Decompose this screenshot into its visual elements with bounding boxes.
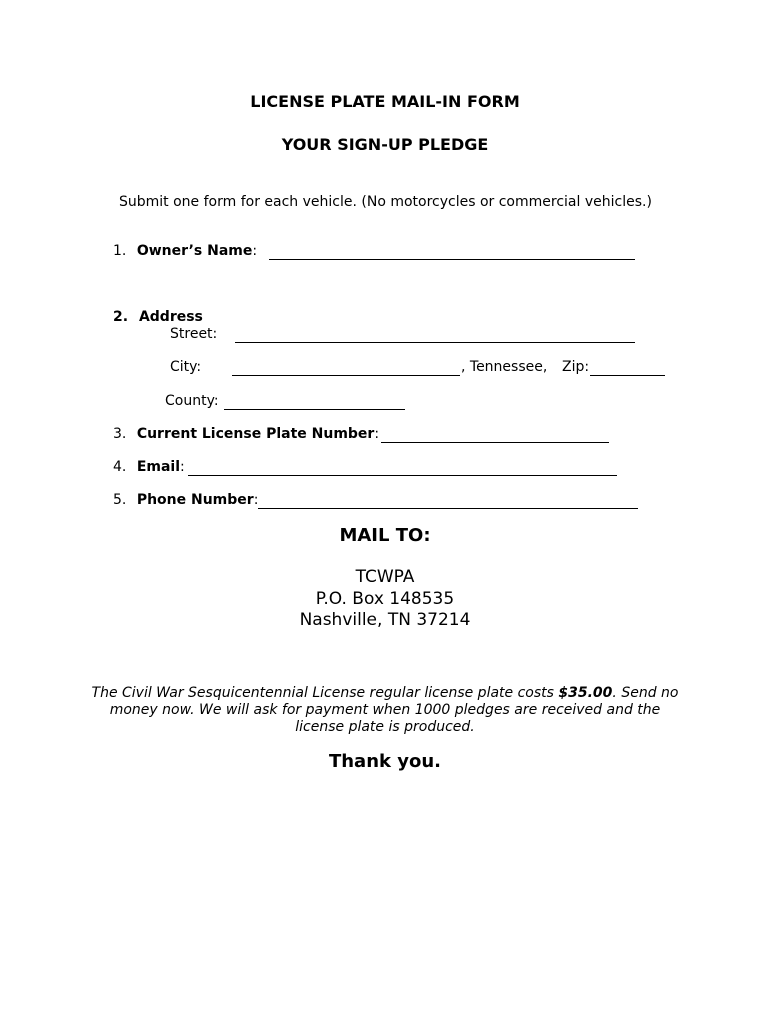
city-field[interactable] [232, 363, 460, 376]
colon: : [253, 492, 259, 508]
field-number: 2. [113, 309, 129, 325]
street-label: Street: [170, 326, 218, 342]
mail-to-name: TCWPA [355, 567, 415, 587]
colon: : [252, 243, 258, 259]
phone-row [113, 492, 258, 508]
mail-to-box: P.O. Box 148535 [315, 589, 455, 609]
zip-label: Zip: [562, 359, 590, 375]
form-subtitle: YOUR SIGN-UP PLEDGE [281, 135, 489, 154]
phone-label: Phone Number [136, 492, 254, 508]
address-label: Address [138, 309, 203, 325]
mail-to-city: Nashville, TN 37214 [299, 610, 471, 630]
address-heading [113, 309, 203, 325]
zip-field[interactable] [590, 363, 665, 376]
price-note-line1 [0, 685, 770, 702]
county-label: County: [165, 393, 219, 409]
instruction-text: Submit one form for each vehicle. (No motorcycles or commercial vehicles.) [119, 194, 652, 210]
owner-name-field[interactable] [269, 247, 635, 260]
plate-field[interactable] [381, 430, 609, 443]
colon: : [180, 459, 185, 475]
closing-text: Thank you. [328, 751, 442, 772]
note-text: The Civil War Sesquicentennial License regular license plate costs [91, 685, 559, 701]
state-text: , Tennessee, [461, 359, 548, 375]
colon: : [374, 426, 380, 442]
field-number: 5. [113, 492, 127, 508]
field-number: 3. [113, 426, 127, 442]
field-number: 1. [113, 243, 127, 259]
city-label: City: [170, 359, 202, 375]
note-text: . Send no [612, 685, 679, 701]
county-field[interactable] [224, 397, 405, 410]
email-field[interactable] [188, 463, 617, 476]
email-label: Email [136, 459, 181, 475]
owner-name-row [113, 243, 257, 259]
phone-field[interactable] [258, 496, 638, 509]
field-number: 4. [113, 459, 127, 475]
street-field[interactable] [235, 330, 635, 343]
plate-label: Current License Plate Number [136, 426, 375, 442]
plate-row [113, 426, 379, 442]
mail-to-heading: MAIL TO: [339, 525, 431, 546]
price-note-line3: license plate is produced. [295, 719, 475, 735]
owner-name-label: Owner’s Name [136, 243, 253, 259]
price-note-line2: money now. We will ask for payment when 1000 pledges are received and the [109, 702, 661, 718]
email-row [113, 459, 185, 475]
price-value: $35.00 [558, 685, 613, 701]
form-title: LICENSE PLATE MAIL-IN FORM [250, 92, 520, 111]
